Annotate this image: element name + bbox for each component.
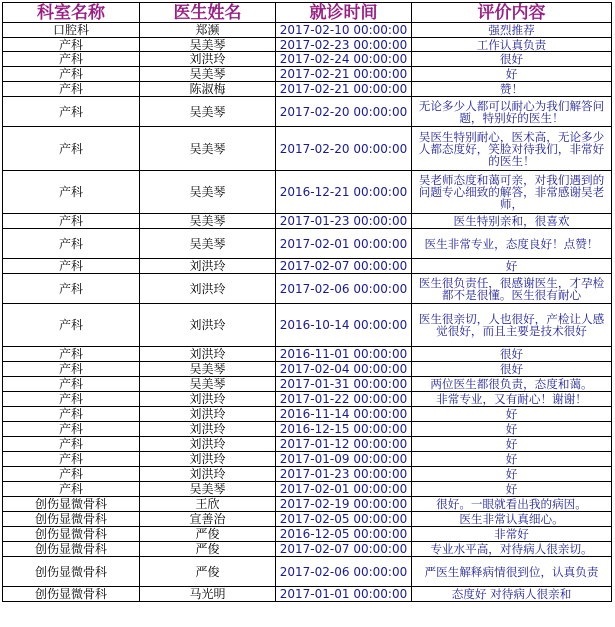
visit-time-cell: 2017-02-07 00:00:00 (276, 259, 412, 274)
dept-cell: 产科 (3, 52, 140, 67)
dept-cell: 产科 (3, 214, 140, 229)
table-row (3, 347, 612, 362)
dept-cell: 创伤显微骨科 (3, 497, 140, 512)
dept-cell: 产科 (3, 82, 140, 97)
doctor-cell: 刘洪玲 (140, 422, 276, 437)
doctor-cell: 刘洪玲 (140, 452, 276, 467)
doctor-cell: 吴美琴 (140, 362, 276, 377)
review-cell: 好 (412, 422, 612, 437)
doctor-cell: 宣善治 (140, 512, 276, 527)
dept-cell: 产科 (3, 407, 140, 422)
review-cell: 好 (412, 452, 612, 467)
visit-time-cell: 2016-11-14 00:00:00 (276, 407, 412, 422)
review-cell: 无论多少人都可以耐心为我们解答问题，特别好的医生！ (412, 97, 612, 127)
review-cell: 好 (412, 437, 612, 452)
table-row (3, 38, 612, 52)
review-cell: 好 (412, 67, 612, 82)
review-cell: 专业水平高，对待病人很亲切。 (412, 542, 612, 557)
table-row (3, 377, 612, 392)
table-row (3, 362, 612, 377)
review-table (2, 2, 612, 602)
doctor-cell: 马光明 (140, 587, 276, 602)
table-header-row (3, 3, 612, 23)
doctor-cell: 吴美琴 (140, 377, 276, 392)
dept-cell: 产科 (3, 422, 140, 437)
visit-time-cell: 2017-02-21 00:00:00 (276, 82, 412, 97)
table-row (3, 82, 612, 97)
doctor-cell: 吴美琴 (140, 67, 276, 82)
review-cell: 非常专业，又有耐心！谢谢！ (412, 392, 612, 407)
review-cell: 医生非常专业，态度良好！点赞！ (412, 229, 612, 259)
table-row (3, 467, 612, 482)
table-row (3, 97, 612, 127)
dept-cell: 产科 (3, 171, 140, 214)
dept-cell: 产科 (3, 259, 140, 274)
review-cell: 好 (412, 259, 612, 274)
dept-cell: 产科 (3, 377, 140, 392)
table-row (3, 171, 612, 214)
table-row (3, 52, 612, 67)
visit-time-cell: 2017-02-06 00:00:00 (276, 274, 412, 304)
visit-time-cell: 2017-02-23 00:00:00 (276, 38, 412, 52)
header-doctor: 医生姓名 (140, 3, 276, 23)
dept-cell: 产科 (3, 304, 140, 347)
doctor-cell: 刘洪玲 (140, 437, 276, 452)
review-cell: 好 (412, 482, 612, 497)
review-cell: 很好。一眼就看出我的病因。 (412, 497, 612, 512)
visit-time-cell: 2017-01-31 00:00:00 (276, 377, 412, 392)
dept-cell: 产科 (3, 347, 140, 362)
review-cell: 赞！ (412, 82, 612, 97)
dept-cell: 产科 (3, 274, 140, 304)
doctor-cell: 刘洪玲 (140, 347, 276, 362)
table-row (3, 437, 612, 452)
visit-time-cell: 2017-02-21 00:00:00 (276, 67, 412, 82)
visit-time-cell: 2017-02-20 00:00:00 (276, 127, 412, 171)
doctor-cell: 严俊 (140, 542, 276, 557)
table-row (3, 127, 612, 171)
visit-time-cell: 2017-01-22 00:00:00 (276, 392, 412, 407)
visit-time-cell: 2017-02-10 00:00:00 (276, 23, 412, 38)
visit-time-cell: 2017-02-05 00:00:00 (276, 512, 412, 527)
table-row (3, 452, 612, 467)
header-review: 评价内容 (412, 3, 612, 23)
dept-cell: 产科 (3, 127, 140, 171)
header-dept: 科室名称 (3, 3, 140, 23)
table-row (3, 392, 612, 407)
visit-time-cell: 2017-02-20 00:00:00 (276, 97, 412, 127)
table-row (3, 482, 612, 497)
doctor-cell: 王欣 (140, 497, 276, 512)
visit-time-cell: 2017-02-24 00:00:00 (276, 52, 412, 67)
doctor-cell: 吴美琴 (140, 127, 276, 171)
doctor-cell: 吴美琴 (140, 97, 276, 127)
table-row (3, 304, 612, 347)
review-cell: 很好 (412, 52, 612, 67)
dept-cell: 产科 (3, 437, 140, 452)
dept-cell: 产科 (3, 229, 140, 259)
table-row (3, 422, 612, 437)
dept-cell: 创伤显微骨科 (3, 542, 140, 557)
table-row (3, 407, 612, 422)
dept-cell: 口腔科 (3, 23, 140, 38)
doctor-cell: 刘洪玲 (140, 259, 276, 274)
review-cell: 两位医生都很负责，态度和蔼。 (412, 377, 612, 392)
table-row (3, 512, 612, 527)
review-cell: 态度好 对待病人很亲和 (412, 587, 612, 602)
dept-cell: 产科 (3, 38, 140, 52)
doctor-cell: 刘洪玲 (140, 407, 276, 422)
doctor-cell: 陈淑梅 (140, 82, 276, 97)
visit-time-cell: 2016-12-15 00:00:00 (276, 422, 412, 437)
review-cell: 强烈推荐 (412, 23, 612, 38)
visit-time-cell: 2017-02-04 00:00:00 (276, 362, 412, 377)
doctor-cell: 吴美琴 (140, 229, 276, 259)
dept-cell: 创伤显微骨科 (3, 527, 140, 542)
visit-time-cell: 2017-01-01 00:00:00 (276, 587, 412, 602)
visit-time-cell: 2017-02-01 00:00:00 (276, 229, 412, 259)
visit-time-cell: 2017-01-09 00:00:00 (276, 452, 412, 467)
visit-time-cell: 2017-01-23 00:00:00 (276, 214, 412, 229)
review-cell: 吴医生特别耐心，医术高，无论多少人都态度好，笑脸对待我们，非常好的医生！ (412, 127, 612, 171)
table-body (3, 23, 612, 602)
table-row (3, 259, 612, 274)
review-cell: 很好 (412, 347, 612, 362)
doctor-cell: 刘洪玲 (140, 274, 276, 304)
doctor-cell: 刘洪玲 (140, 467, 276, 482)
doctor-cell: 刘洪玲 (140, 52, 276, 67)
dept-cell: 产科 (3, 97, 140, 127)
doctor-cell: 刘洪玲 (140, 304, 276, 347)
table-row (3, 542, 612, 557)
dept-cell: 创伤显微骨科 (3, 557, 140, 587)
header-time: 就诊时间 (276, 3, 412, 23)
dept-cell: 产科 (3, 467, 140, 482)
visit-time-cell: 2016-12-21 00:00:00 (276, 171, 412, 214)
table-row (3, 274, 612, 304)
table-row (3, 214, 612, 229)
visit-time-cell: 2017-02-19 00:00:00 (276, 497, 412, 512)
doctor-cell: 郑濒 (140, 23, 276, 38)
review-cell: 非常好 (412, 527, 612, 542)
dept-cell: 创伤显微骨科 (3, 587, 140, 602)
review-cell: 医生非常认真细心。 (412, 512, 612, 527)
review-cell: 工作认真负责 (412, 38, 612, 52)
visit-time-cell: 2016-11-01 00:00:00 (276, 347, 412, 362)
visit-time-cell: 2017-01-12 00:00:00 (276, 437, 412, 452)
dept-cell: 产科 (3, 392, 140, 407)
table-row (3, 587, 612, 602)
doctor-cell: 吴美琴 (140, 482, 276, 497)
review-cell: 医生很亲切，人也很好，产检让人感觉很好，而且主要是技术很好 (412, 304, 612, 347)
doctor-cell: 刘洪玲 (140, 392, 276, 407)
review-cell: 严医生解释病情很到位，认真负责 (412, 557, 612, 587)
table-row (3, 67, 612, 82)
visit-time-cell: 2017-02-01 00:00:00 (276, 482, 412, 497)
dept-cell: 创伤显微骨科 (3, 512, 140, 527)
table-row (3, 527, 612, 542)
review-cell: 吴老师态度和蔼可亲，对我们遇到的问题专心细致的解答，非常感谢吴老师， (412, 171, 612, 214)
dept-cell: 产科 (3, 67, 140, 82)
visit-time-cell: 2016-10-14 00:00:00 (276, 304, 412, 347)
review-cell: 好 (412, 467, 612, 482)
visit-time-cell: 2017-02-07 00:00:00 (276, 542, 412, 557)
review-cell: 医生特别亲和，很喜欢 (412, 214, 612, 229)
doctor-cell: 吴美琴 (140, 171, 276, 214)
review-cell: 好 (412, 407, 612, 422)
review-cell: 很好 (412, 362, 612, 377)
dept-cell: 产科 (3, 452, 140, 467)
dept-cell: 产科 (3, 362, 140, 377)
doctor-cell: 吴美琴 (140, 214, 276, 229)
visit-time-cell: 2016-12-05 00:00:00 (276, 527, 412, 542)
visit-time-cell: 2017-01-23 00:00:00 (276, 467, 412, 482)
doctor-cell: 严俊 (140, 557, 276, 587)
visit-time-cell: 2017-02-06 00:00:00 (276, 557, 412, 587)
review-cell: 医生很负责任，很感谢医生，才孕检都不是很懂。医生很有耐心 (412, 274, 612, 304)
table-row (3, 557, 612, 587)
table-row (3, 497, 612, 512)
table-row (3, 229, 612, 259)
table-row (3, 23, 612, 38)
doctor-cell: 吴美琴 (140, 38, 276, 52)
doctor-cell: 严俊 (140, 527, 276, 542)
dept-cell: 产科 (3, 482, 140, 497)
